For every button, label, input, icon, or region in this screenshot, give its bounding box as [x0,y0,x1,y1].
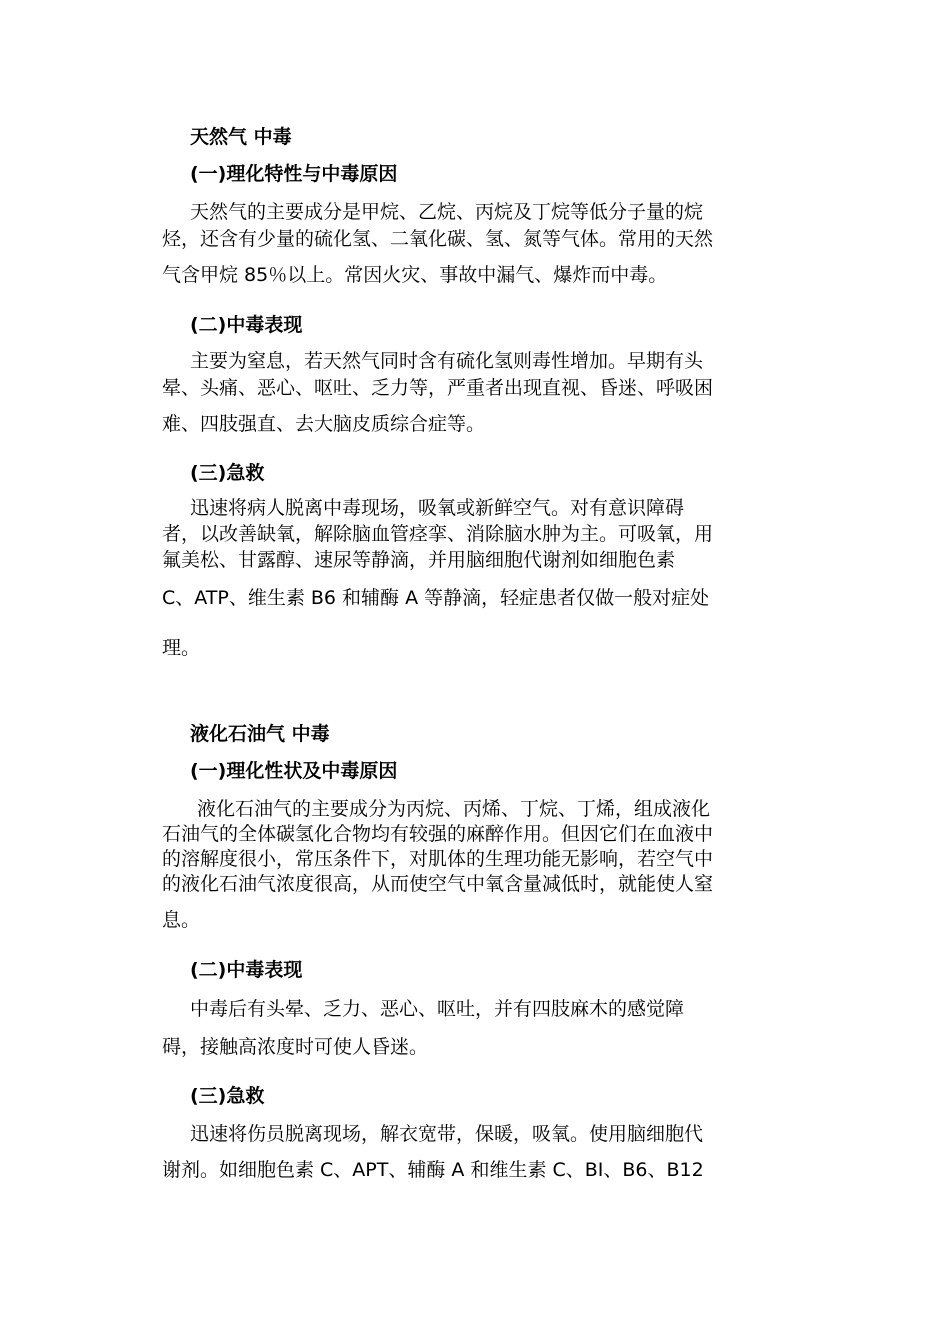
subheading-first-aid: (三)急救 [190,462,265,484]
paragraph-line: 烃，还含有少量的硫化氢、二氧化碳、氢、氮等气体。常用的天然 [162,228,714,250]
paragraph-line: 气含甲烷 85％以上。常因火灾、事故中漏气、爆炸而中毒。 [162,264,668,286]
subheading-first-aid: (三)急救 [190,1085,265,1107]
paragraph-line: 息。 [162,909,201,931]
subheading-properties: (一)理化特性与中毒原因 [190,163,398,185]
paragraph-line: 主要为窒息，若天然气同时含有硫化氢则毒性增加。早期有头 [190,350,704,372]
paragraph-line: 难、四肢强直、去大脑皮质综合症等。 [162,413,486,435]
paragraph-line: 石油气的全体碳氢化合物均有较强的麻醉作用。但因它们在血液中 [162,823,714,845]
paragraph-line: 理。 [162,637,201,659]
paragraph-line: 谢剂。如细胞色素 C、APT、辅酶 A 和维生素 C、BI、B6、B12 [162,1159,704,1181]
paragraph-line: 的溶解度很小，常压条件下，对肌体的生理功能无影响，若空气中 [162,848,714,870]
subheading-symptoms: (二)中毒表现 [190,314,303,336]
paragraph-line: 天然气的主要成分是甲烷、乙烷、丙烷及丁烷等低分子量的烷 [190,201,704,223]
paragraph-line: 中毒后有头晕、乏力、恶心、呕吐，并有四肢麻木的感觉障 [190,998,685,1020]
paragraph-line: 液化石油气的主要成分为丙烷、丙烯、丁烷、丁烯，组成液化 [197,798,711,820]
paragraph-line: 氟美松、甘露醇、速尿等静滴，并用脑细胞代谢剂如细胞色素 [162,549,676,571]
paragraph-line: 迅速将病人脱离中毒现场，吸氧或新鲜空气。对有意识障碍 [190,497,685,519]
subheading-properties: (一)理化性状及中毒原因 [190,760,398,782]
paragraph-line: 碍，接触高浓度时可使人昏迷。 [162,1036,429,1058]
section-title-lpg: 液化石油气 中毒 [190,723,330,745]
subheading-symptoms: (二)中毒表现 [190,959,303,981]
paragraph-line: 晕、头痛、恶心、呕吐、乏力等，严重者出现直视、昏迷、呼吸困 [162,377,714,399]
paragraph-line: 迅速将伤员脱离现场，解衣宽带，保暖，吸氧。使用脑细胞代 [190,1123,704,1145]
paragraph-line: C、ATP、维生素 B6 和辅酶 A 等静滴，轻症患者仅做一般对症处 [162,587,710,609]
paragraph-line: 的液化石油气浓度很高，从而使空气中氧含量减低时，就能使人窒 [162,873,714,895]
section-title-natural-gas: 天然气 中毒 [190,126,292,148]
paragraph-line: 者，以改善缺氧，解除脑血管痉挛、消除脑水肿为主。可吸氧，用 [162,523,714,545]
